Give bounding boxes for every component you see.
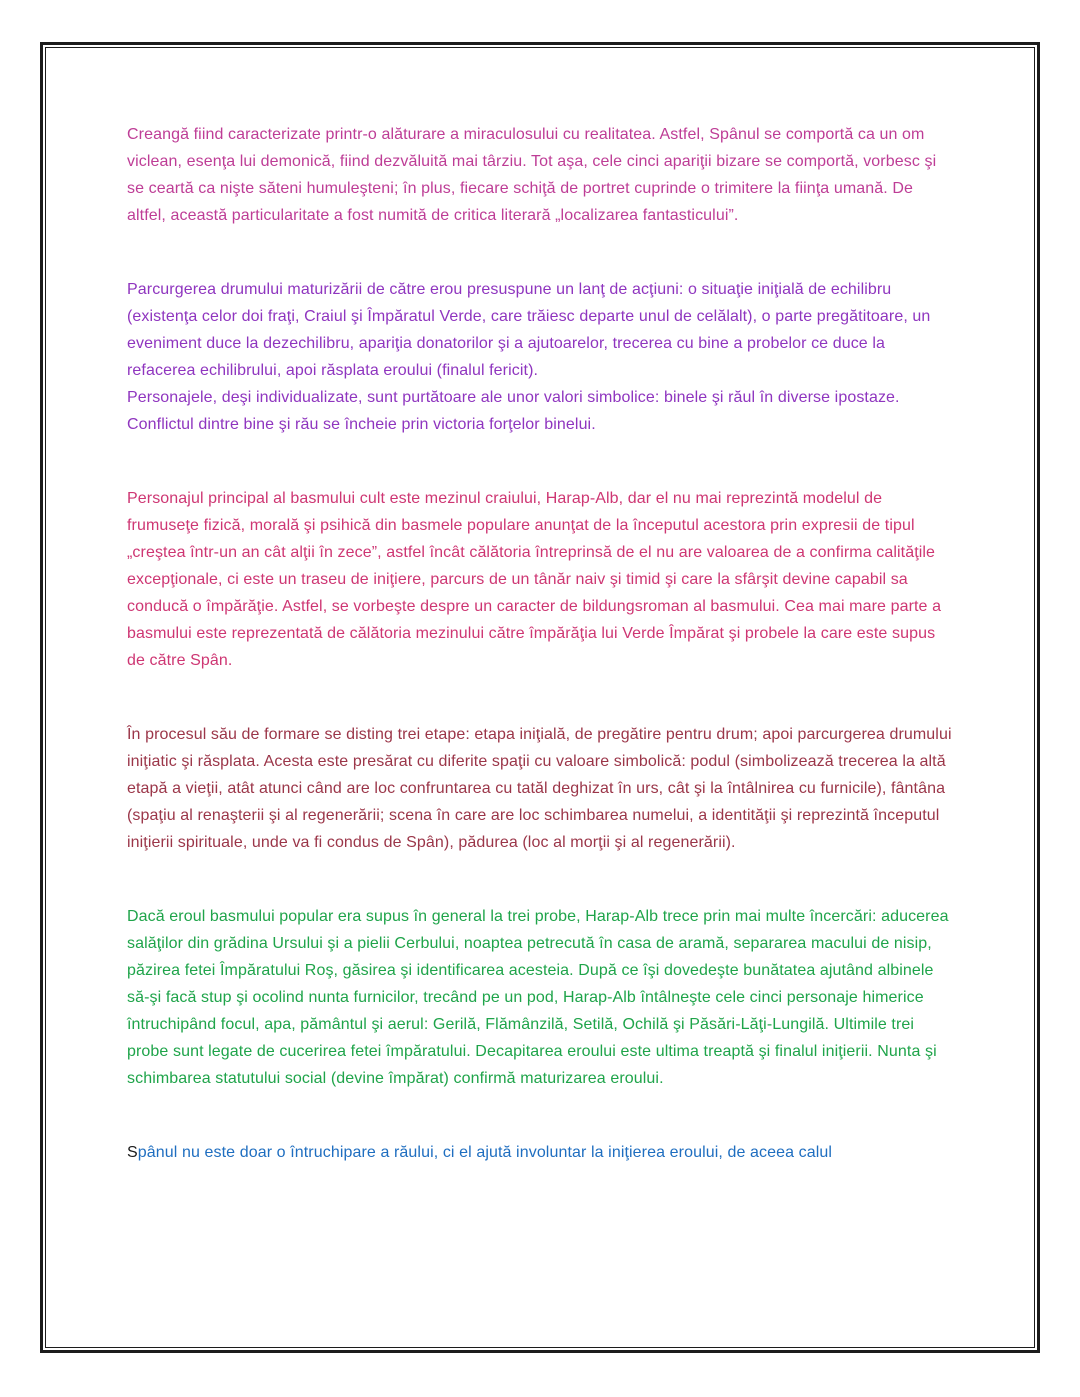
paragraph-lead-letter: S [127,1144,138,1161]
paragraph-trials: Dacă eroul basmului popular era supus în general la trei probe, Harap-Alb trece prin mai multe încercări: aducerea salăţilor din grădina Ursului şi a pielii Cerbului, noaptea petrecută în casa de aramă, separarea macului de nisip, păzirea fetei Împăratului Roş, găsirea şi identificarea acesteia. După ce îşi dovedeşte bunătatea ajutând albinele să-şi facă stup şi ocolind nunta furnicilor, trecând pe un pod, Harap-Alb întâlneşte cele cinci personaje himerice întruchipând focul, apa, pământul şi aerul: Gerilă, Flămânzilă, Setilă, Ochilă şi Păsări-Lăţi-Lungilă. Ultimile trei probe sunt legate de cucerirea fetei împăratului. Decapitarea eroului este ultima treaptă şi finalul iniţierii. Nunta şi schimbarea statutului social (devine împărat) confirmă maturizarea eroului. [127,908,949,1087]
paragraph-lead-rest: pânul nu este doar o întruchipare a răului, ci el ajută involuntar la iniţierea eroului, de aceea calul [137,1144,833,1161]
paragraph-symbolic-values: Personajele, deşi individualizate, sunt purtătoare ale unor valori simbolice: binele şi răul în diverse ipostaze. Conflictul dintre bine şi rău se încheie prin victoria forţelor binelui. [127,389,900,433]
paragraph-formation-stages: În procesul său de formare se disting trei etape: etapa iniţială, de pregătire pentru drum; apoi parcurgerea drumului iniţiatic şi răsplata. Acesta este presărat cu diferite spaţii cu valoare simbolică: podul (simbolizează trecerea la altă etapă a vieţii, atât atunci când are loc confruntarea cu tatăl deghizat în urs, cât şi la întâlnirea cu furnicile), fântâna (spaţiu al renaşterii şi al regenerării; scena în care are loc schimbarea numelui, a identităţii şi reprezintă începutul iniţierii spirituale, unde va fi condus de Spân), pădurea (loc al morţii şi al regenerării). [127,726,952,851]
document-body [127,121,955,1166]
paragraph-fantastic-localization: Creangă fiind caracterizate printr-o alăturare a miraculosului cu realitatea. Astfel, Spânul se comportă ca un om viclean, esenţa lui demonică, fiind dezvăluită mai târziu. Tot aşa, cele cinci apariţii bizare se comportă, vorbesc şi se ceartă ca nişte săteni humuleşteni; în plus, fiecare schiţă de portret cuprinde o trimitere la fiinţa umană. De altfel, această particularitate a fost numită de critica literară „localizarea fantasticului”. [127,126,937,224]
paragraph-main-character: Personajul principal al basmului cult este mezinul craiului, Harap-Alb, dar el nu mai reprezintă modelul de frumuseţe fizică, morală şi psihică din basmele populare anunţat de la începutul acestora prin expresii de tipul „creştea într-un an cât alţii în zece”, astfel încât călătoria întreprinsă de el nu are valoarea de a confirma calităţile excepţionale, ci este un traseu de iniţiere, parcurs de un tânăr naiv şi timid şi care la sfârşit devine capabil sa conducă o împărăţie. Astfel, se vorbeşte despre un caracter de bildungsroman al basmului. Cea mai mare parte a basmului este reprezentată de călătoria mezinului către împărăţia lui Verde Împărat şi probele la care este supus de către Spân. [127,490,942,669]
paragraph-spanul-role [127,1139,955,1166]
paragraph-maturation-path: Parcurgerea drumului maturizării de către erou presuspune un lanţ de acţiuni: o situaţie iniţială de echilibru (existenţa celor doi fraţi, Craiul şi Împăratul Verde, care trăiesc departe unul de celălalt), o parte pregătitoare, un eveniment duce la dezechilibru, apariţia donatorilor şi a ajutoarelor, trecerea cu bine a probelor ce duce la refacerea echilibrului, apoi răsplata eroului (finalul fericit). [127,281,931,379]
